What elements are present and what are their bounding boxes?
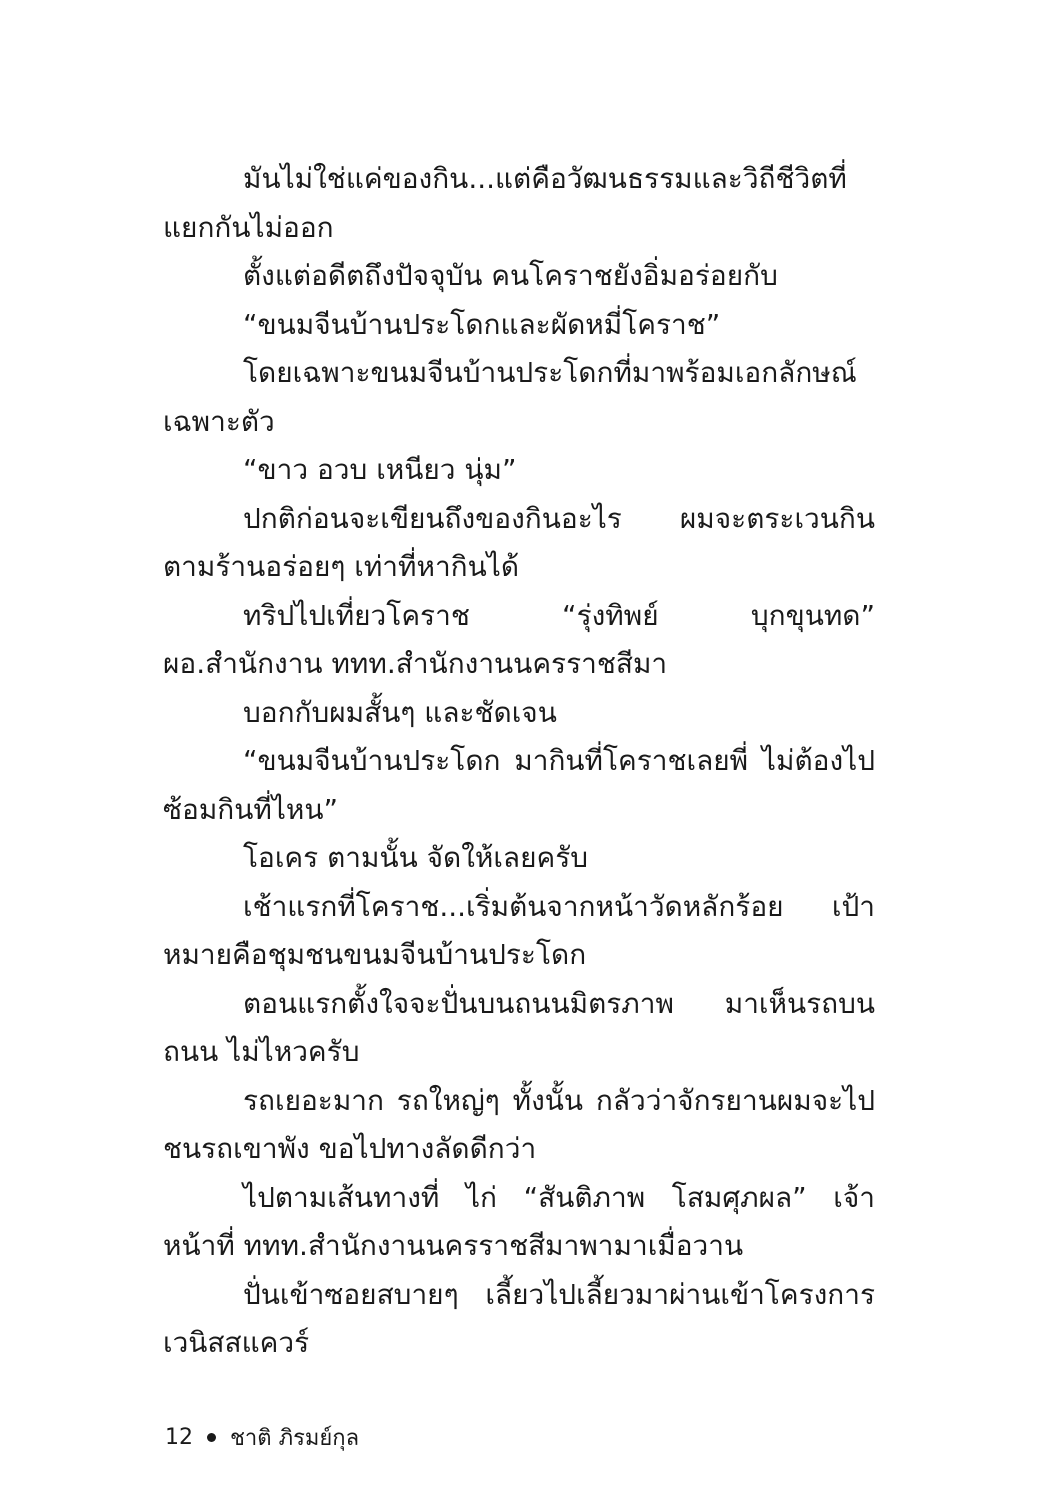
paragraph: “ขาว อวบ เหนียว นุ่ม” (243, 453, 517, 486)
paragraph: ปกติก่อนจะเขียนถึงของกินอะไร ผมจะตระเวนกินตามร้านอร่อยๆ เท่าที่หากินได้ (163, 501, 875, 583)
paragraph: “ขนมจีนบ้านประโดก มากินที่โคราชเลยพี่ ไม่ต้องไปซ้อมกินที่ไหน” (163, 744, 875, 826)
paragraph: ตอนแรกตั้งใจจะปั่นบนถนนมิตรภาพ มาเห็นรถบนถนน ไม่ไหวครับ (163, 986, 875, 1068)
bullet-separator-icon (207, 1433, 216, 1442)
paragraph: มันไม่ใช่แค่ของกิน...แต่คือวัฒนธรรมและวิถีชีวิตที่แยกกันไม่ออก (163, 162, 847, 244)
paragraph: ปั่นเข้าซอยสบายๆ เลี้ยวไปเลี้ยวมาผ่านเข้าโครงการเวนิสสแควร์ (163, 1277, 875, 1359)
author-name: ชาติ ภิรมย์กุล (230, 1426, 360, 1451)
page-footer (165, 1420, 359, 1455)
paragraph: บอกกับผมสั้นๆ และชัดเจน (243, 695, 557, 729)
paragraph: ตั้งแต่อดีตถึงปัจจุบัน คนโคราชยังอิ่มอร่อยกับ (243, 259, 778, 292)
paragraph: โอเคร ตามนั้น จัดให้เลยครับ (243, 841, 589, 874)
paragraph: โดยเฉพาะขนมจีนบ้านประโดกที่มาพร้อมเอกลักษณ์เฉพาะตัว (163, 356, 857, 438)
body-text (163, 155, 875, 1368)
paragraph: “ขนมจีนบ้านประโดกและผัดหมี่โคราช” (243, 307, 721, 341)
page-number: 12 (165, 1425, 193, 1450)
paragraph: ทริปไปเที่ยวโคราช “รุ่งทิพย์ บุกขุนทด” ผอ.สำนักงาน ททท.สำนักงานนครราชสีมา (163, 598, 875, 680)
paragraph: ไปตามเส้นทางที่ ไก่ “สันติภาพ โสมศุภผล” เจ้าหน้าที่ ททท.สำนักงานนครราชสีมาพามาเมื่อวาน (163, 1180, 875, 1262)
paragraph: รถเยอะมาก รถใหญ่ๆ ทั้งนั้น กลัวว่าจักรยานผมจะไปชนรถเขาพัง ขอไปทางลัดดีกว่า (163, 1083, 875, 1165)
paragraph: เช้าแรกที่โคราช...เริ่มต้นจากหน้าวัดหลักร้อย เป้าหมายคือชุมชนขนมจีนบ้านประโดก (163, 889, 875, 971)
